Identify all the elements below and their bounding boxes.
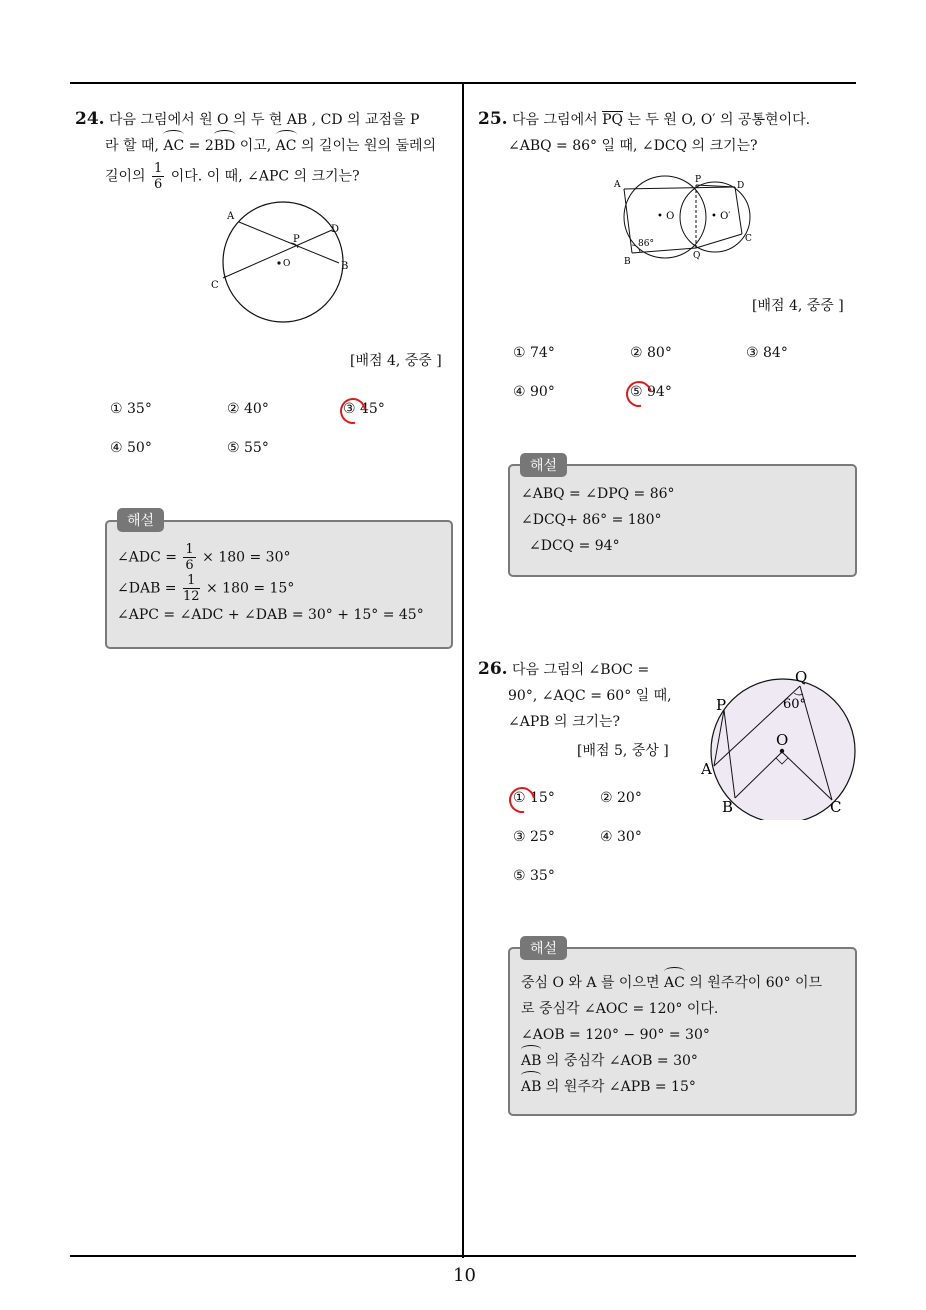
q26-sol2: 로 중심각 ∠AOC = 120° 이다.: [521, 1001, 719, 1017]
q25-line2: ∠ABQ = 86° 일 때, ∠DCQ 의 크기는?: [508, 138, 758, 154]
q26-sol4-arc: AB: [521, 1048, 541, 1074]
q26-choice-5[interactable]: ⑤ 35°: [513, 868, 555, 884]
q24-number: 24.: [75, 109, 105, 129]
q25-choice-2[interactable]: ② 80°: [630, 345, 672, 361]
q26-text: [478, 656, 688, 735]
q26-label-angle: 60°: [783, 697, 807, 712]
q26-line3: ∠APB 의 크기는?: [508, 714, 621, 730]
q26-solution: [521, 970, 851, 1100]
q24-label-p: P: [293, 234, 300, 245]
q26-label-q: Q: [795, 668, 808, 686]
q26-label-p: P: [716, 696, 727, 714]
q25-choice-1[interactable]: ① 74°: [513, 345, 555, 361]
q25-sol2: ∠DCQ+ 86° = 180°: [521, 512, 662, 528]
q24-sol2b: × 180 = 15°: [201, 580, 295, 597]
q24-sol3: ∠APC = ∠ADC + ∠DAB = 30° + 15° = 45°: [117, 607, 424, 623]
q24-choice-3[interactable]: ③ 45°: [343, 401, 385, 417]
q24-line2c: 의 길이는 원의 둘레의: [296, 138, 437, 154]
q26-sol4b: 의 중심각 ∠AOB = 30°: [541, 1053, 698, 1069]
q24-choice-5[interactable]: ⑤ 55°: [227, 440, 269, 456]
q25-sol3: ∠DCQ = 94°: [529, 538, 620, 554]
q25-label-b: B: [624, 257, 631, 267]
q24-sol1-den: 6: [185, 558, 194, 573]
q26-sol1b: 의 원주각이 60° 이므: [684, 975, 823, 991]
q26-label-o: O: [776, 731, 789, 749]
q25-choice-3[interactable]: ③ 84°: [746, 345, 788, 361]
q26-sol3: ∠AOB = 120° − 90° = 30°: [521, 1027, 710, 1043]
q24-frac-den: 6: [154, 177, 163, 192]
q26-label-c: C: [830, 798, 842, 816]
q25-label-p: P: [695, 175, 702, 185]
q24-line3a: 길이의: [105, 168, 151, 185]
q24-score: [배점 4, 중중 ]: [350, 353, 442, 369]
q26-choice-4[interactable]: ④ 30°: [600, 829, 642, 845]
q26-line1: 다음 그림의 ∠BOC =: [512, 662, 650, 678]
q26-label-b: B: [722, 798, 734, 816]
q24-frac-num: 1: [154, 161, 163, 176]
q26-answer-mark: [504, 782, 540, 818]
q24-label-c: C: [211, 280, 219, 291]
q26-choice-2[interactable]: ② 20°: [600, 790, 642, 806]
q24-sol1a: ∠ADC =: [117, 549, 182, 566]
q24-text: [75, 106, 460, 192]
q24-label-o: O: [283, 259, 291, 269]
q24-eq: = 2: [184, 138, 214, 154]
q25-label-o: • O: [657, 211, 675, 222]
q26-sol1a: 중심 O 와 A 를 이으면: [521, 975, 664, 991]
bottom-rule: [70, 1255, 856, 1257]
q24-solution: [117, 542, 424, 626]
q25-label-c: C: [745, 234, 752, 244]
q25-text: [478, 106, 863, 159]
q25-line1b: 는 두 원 O, O′ 의 공통현이다.: [622, 112, 811, 128]
q25-label-o2: • O′: [711, 211, 731, 222]
q24-line1: 다음 그림에서 원 O 의 두 현 AB , CD 의 교점을 P: [109, 112, 420, 128]
q26-number: 26.: [478, 659, 508, 679]
q24-label-a: A: [227, 211, 235, 222]
q25-choice-5[interactable]: ⑤ 94°: [630, 384, 672, 400]
q25-label-angle: 86°: [638, 239, 654, 249]
q25-score: [배점 4, 중중 ]: [752, 298, 844, 314]
q24-choice-2[interactable]: ② 40°: [227, 401, 269, 417]
page-number: 10: [453, 1265, 476, 1286]
q25-label-a: A: [614, 180, 621, 190]
q24-line2b: 이고,: [235, 138, 276, 154]
q25-line1a: 다음 그림에서: [512, 112, 603, 128]
q24-choice-4[interactable]: ④ 50°: [110, 440, 152, 456]
q26-sol1-arc: AC: [664, 970, 685, 996]
column-divider: [462, 82, 464, 1258]
q24-solution-tag: 해설: [117, 508, 164, 532]
q25-label-d: D: [737, 181, 745, 191]
q25-figure: [610, 172, 760, 267]
q24-choice-1[interactable]: ① 35°: [110, 401, 152, 417]
q25-sol1: ∠ABQ = ∠DPQ = 86°: [521, 486, 675, 502]
q26-sol5b: 의 원주각 ∠APB = 15°: [541, 1079, 696, 1095]
q24-sol2-frac: [183, 573, 200, 604]
q26-label-a: A: [701, 760, 712, 778]
q24-fraction: [152, 161, 164, 192]
q24-sol1-num: 1: [185, 542, 194, 557]
q24-sol1b: × 180 = 30°: [197, 549, 291, 566]
q24-figure: [205, 200, 365, 330]
q25-label-q: Q: [693, 251, 701, 261]
q26-line2: 90°, ∠AQC = 60° 일 때,: [508, 688, 672, 704]
q25-choice-4[interactable]: ④ 90°: [513, 384, 555, 400]
q24-line3b: 이다. 이 때, ∠APC 의 크기는?: [166, 168, 360, 185]
q25-answer-mark: [621, 376, 657, 412]
q26-score: [배점 5, 중상 ]: [577, 743, 669, 759]
q24-answer-mark: [335, 393, 371, 429]
q24-arc-ac2: AC: [276, 133, 297, 159]
q24-arc-ac: AC: [163, 133, 184, 159]
q24-arc-bd: BD: [214, 133, 236, 159]
q24-sol2-den: 12: [182, 589, 200, 604]
q24-line2a: 라 할 때,: [105, 138, 164, 154]
q24-sol2a: ∠DAB =: [117, 580, 181, 597]
q26-sol5-arc: AB: [521, 1074, 541, 1100]
q25-number: 25.: [478, 109, 508, 129]
q24-sol2-num: 1: [183, 573, 200, 589]
q26-figure: [695, 662, 860, 820]
q25-pq: $\overline{PQ}$: [602, 112, 623, 128]
q26-choice-3[interactable]: ③ 25°: [513, 829, 555, 845]
q24-sol1-frac: [183, 542, 195, 573]
q26-choice-1[interactable]: ① 15°: [513, 790, 555, 806]
q25-solution-tag: 해설: [520, 453, 567, 477]
q24-label-d: D: [331, 224, 340, 235]
q24-label-b: B: [341, 261, 349, 272]
q26-solution-tag: 해설: [520, 936, 567, 960]
q25-solution: [521, 481, 675, 559]
